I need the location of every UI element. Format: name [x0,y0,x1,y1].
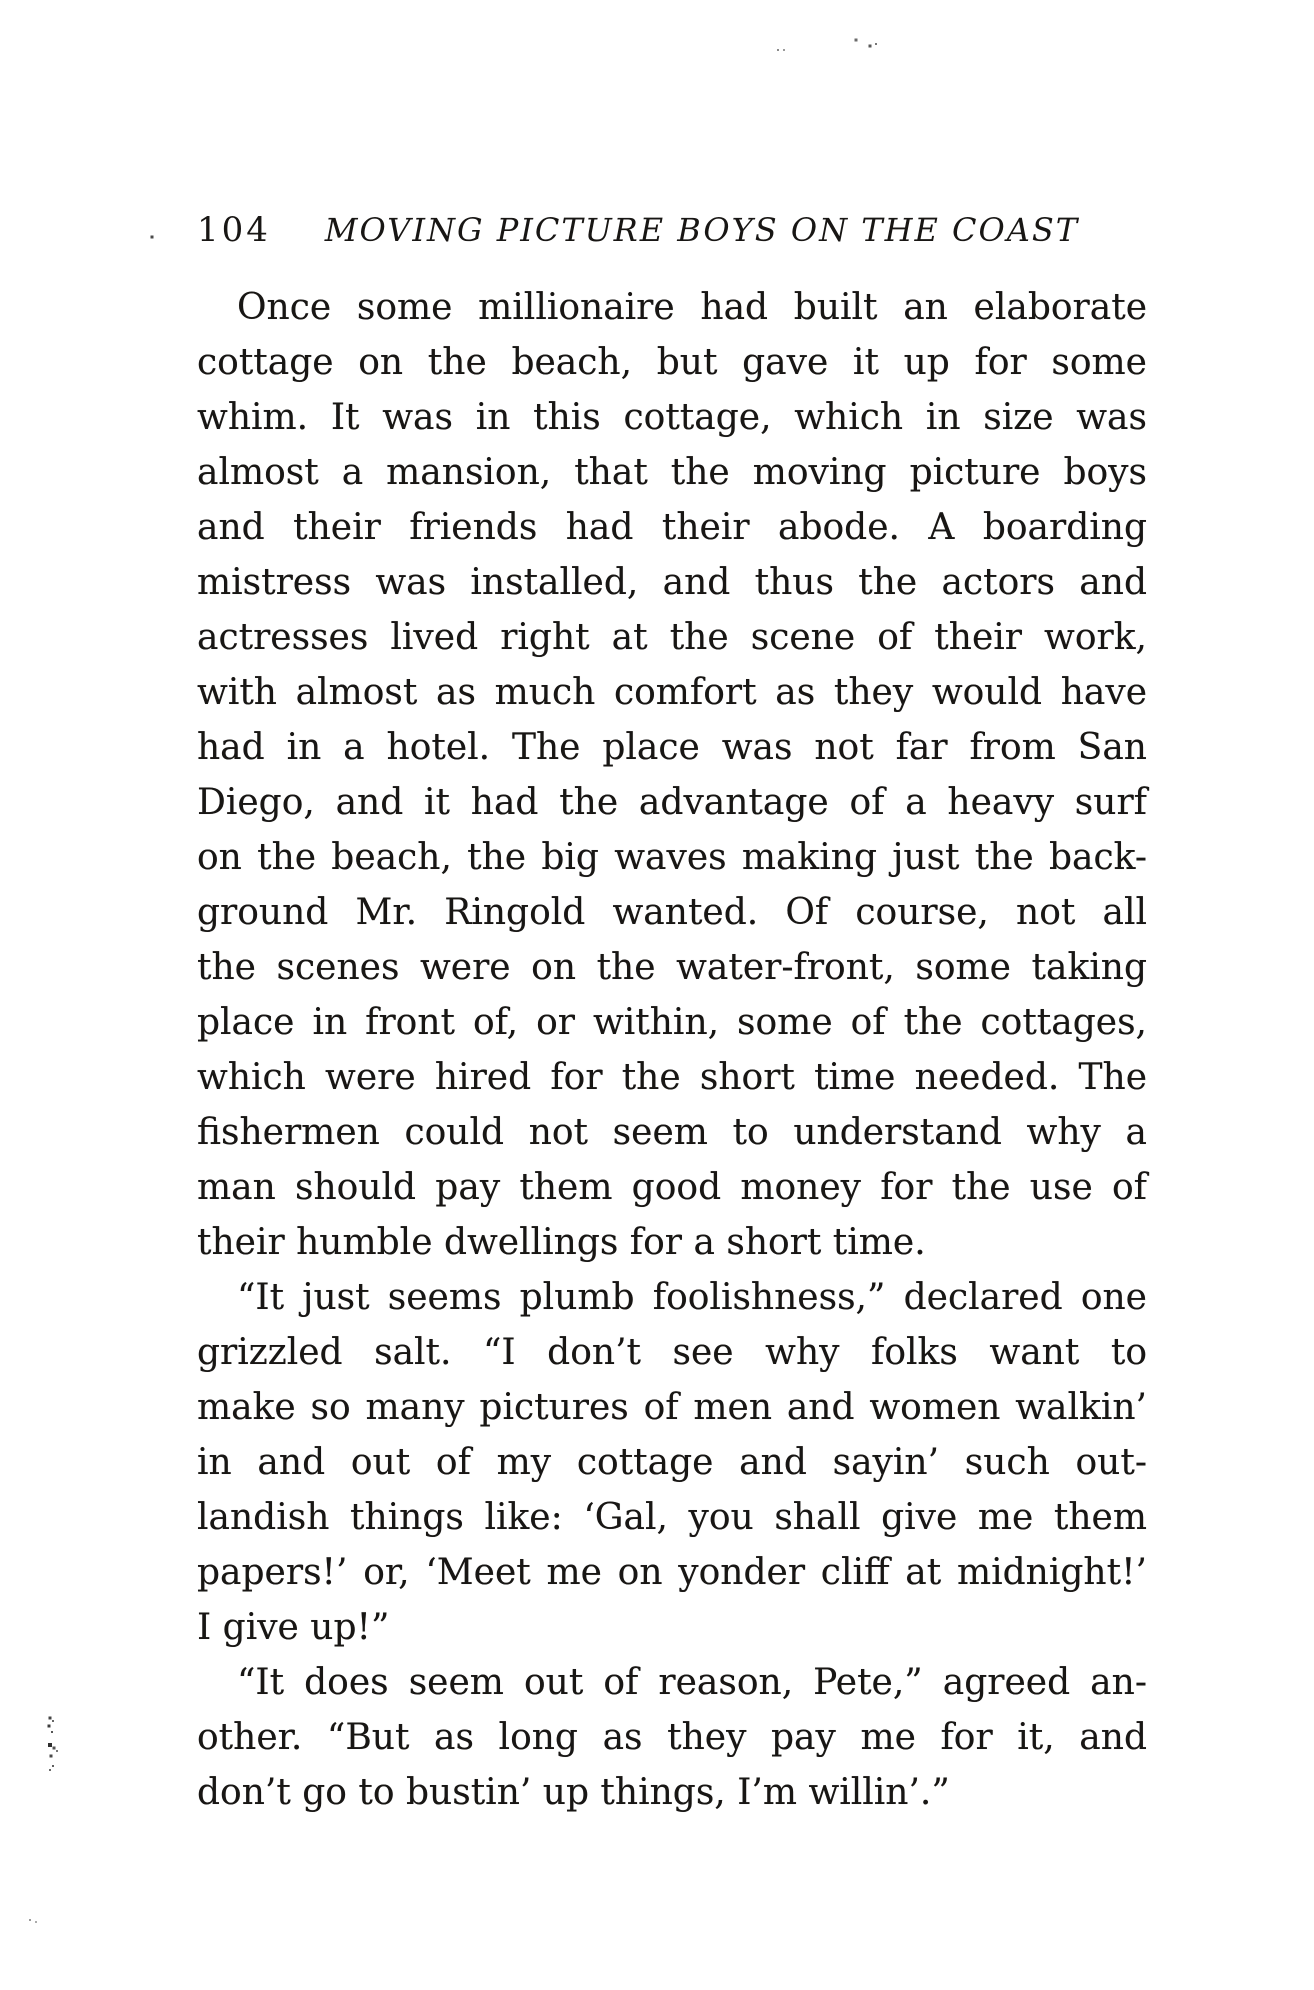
text-line: other. “But as long as they pay me for it, and [197,1717,1147,1758]
text-line: landish things like: ‘Gal, you shall give me them [197,1497,1147,1538]
page-number: 104 [197,210,271,250]
text-line: “It just seems plumb foolishness,” declared one [237,1277,1147,1318]
text-line: “It does seem out of reason, Pete,” agreed an- [237,1662,1147,1703]
text-line: with almost as much comfort as they would have [197,672,1147,713]
text-line: papers!’ or, ‘Meet me on yonder cliff at midnight!’ [197,1552,1147,1593]
text-line: the scenes were on the water-front, some taking [197,947,1147,988]
text-line: in and out of my cottage and sayin’ such out- [197,1442,1147,1483]
text-line: grizzled salt. “I don’t see why folks want to [197,1332,1147,1373]
text-line: man should pay them good money for the use of [197,1167,1147,1208]
text-line: whim. It was in this cottage, which in size was [197,397,1147,438]
text-line: fishermen could not seem to understand why a [197,1112,1147,1153]
text-line: I give up!” [197,1607,390,1648]
text-line: Once some millionaire had built an elaborate [237,287,1147,328]
paragraph [197,1270,1147,1655]
page-header [197,206,1147,254]
text-line: make so many pictures of men and women walkin’ [197,1387,1147,1428]
text-line: on the beach, the big waves making just the back- [197,837,1147,878]
text-line: don’t go to bustin’ up things, I’m willin’.” [197,1772,950,1813]
page-body [197,280,1147,1820]
text-line: cottage on the beach, but gave it up for some [197,342,1147,383]
text-line: almost a mansion, that the moving picture boys [197,452,1147,493]
text-line: had in a hotel. The place was not far from San [197,727,1147,768]
text-line: their humble dwellings for a short time. [197,1222,926,1263]
text-line: actresses lived right at the scene of their work, [197,617,1147,658]
running-title: MOVING PICTURE BOYS ON THE COAST [324,211,1080,249]
paragraph [197,1655,1147,1820]
text-line: place in front of, or within, some of the cottages, [197,1002,1147,1043]
text-line: which were hired for the short time needed. The [197,1057,1147,1098]
text-line: Diego, and it had the advantage of a heavy surf [197,782,1147,823]
paragraph [197,280,1147,1270]
text-line: mistress was installed, and thus the actors and [197,562,1147,603]
text-line: ground Mr. Ringold wanted. Of course, not all [197,892,1147,933]
text-line: and their friends had their abode. A boarding [197,507,1147,548]
